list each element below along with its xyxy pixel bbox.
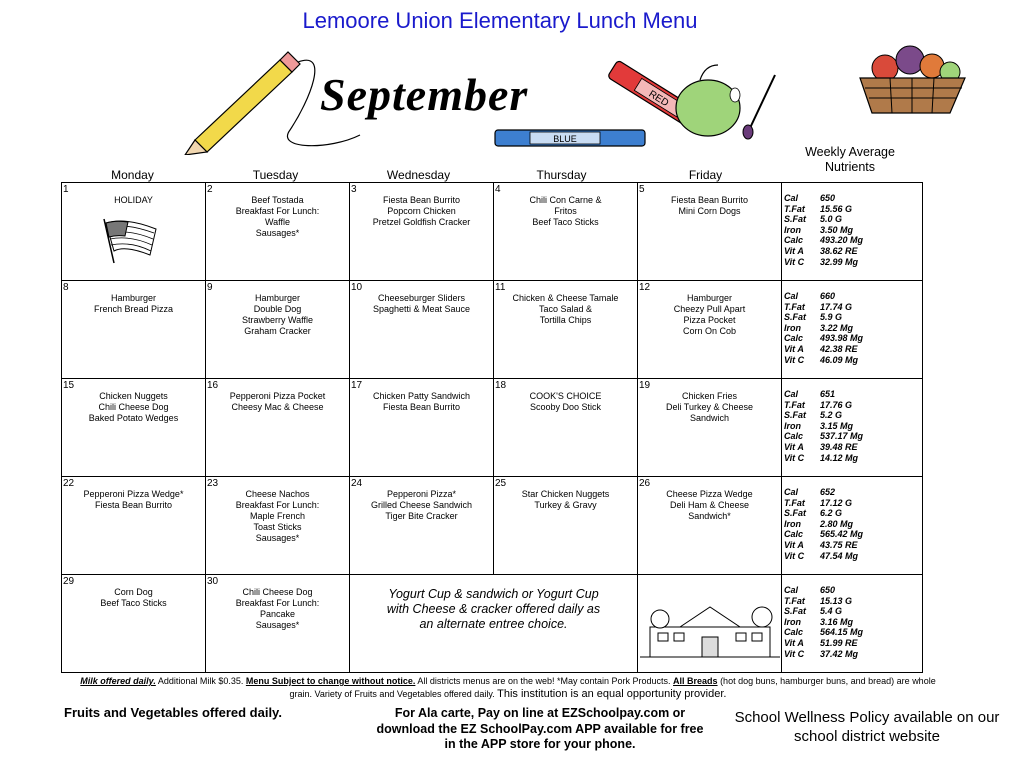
day-cell	[638, 183, 782, 281]
nutrient-label: T.Fat	[784, 399, 805, 410]
day-cell	[350, 379, 494, 477]
weekly-nutrients-cell	[782, 183, 923, 281]
blue-crayon-icon	[495, 130, 645, 146]
day-cell	[206, 183, 350, 281]
menu-item: Sausages*	[255, 620, 300, 630]
day-header-monday: Monday	[111, 168, 154, 182]
day-header-thursday: Thursday	[536, 168, 587, 182]
menu-items	[638, 379, 781, 424]
nutrient-value: 39.48 RE	[820, 441, 858, 452]
nutrient-value: 5.2 G	[820, 410, 843, 421]
day-number: 3	[351, 184, 357, 195]
nutrient-label: Cal	[784, 487, 799, 497]
nutrient-label: T.Fat	[784, 301, 805, 312]
nutrient-row	[784, 649, 922, 660]
menu-item: Corn Dog	[114, 587, 153, 597]
american-flag-icon	[100, 215, 160, 265]
day-cell	[62, 477, 206, 575]
day-number: 26	[639, 478, 651, 489]
day-cell	[206, 281, 350, 379]
menu-item: Cheeseburger Sliders	[377, 293, 466, 303]
nutrient-value: 5.0 G	[820, 214, 843, 225]
day-header-wednesday: Wednesday	[386, 168, 451, 182]
menu-items	[62, 183, 205, 206]
day-number: 4	[495, 184, 501, 195]
menu-item: Pepperoni Pizza*	[386, 489, 457, 499]
nutrient-row	[784, 312, 922, 323]
fruit-basket-icon	[850, 38, 975, 118]
week-row	[62, 183, 923, 281]
nutrient-value: 32.99 Mg	[820, 256, 859, 267]
day-cell	[494, 379, 638, 477]
nutrient-label: Calc	[784, 431, 804, 442]
nutrient-value: 46.09 Mg	[820, 354, 859, 365]
menu-item: Hamburger	[110, 293, 157, 303]
nutrient-row	[784, 355, 922, 366]
day-cell	[206, 477, 350, 575]
weekly-nutrients-cell	[782, 379, 923, 477]
nutrient-value: 5.9 G	[820, 312, 843, 323]
nutrient-label: Vit A	[784, 441, 804, 452]
menu-item: Fiesta Bean Burrito	[382, 402, 461, 412]
day-header-friday: Friday	[688, 168, 723, 182]
nutrient-label: Calc	[784, 529, 804, 540]
apple-icon	[676, 65, 740, 136]
nutrient-label: Calc	[784, 627, 804, 638]
menu-title: Lemoore Union Elementary Lunch Menu	[302, 8, 698, 33]
day-cell	[638, 477, 782, 575]
nutrient-label: S.Fat	[784, 606, 807, 617]
nutrient-row	[784, 204, 922, 215]
nutrient-value: 651	[820, 389, 836, 399]
day-number: 25	[495, 478, 507, 489]
menu-items	[206, 575, 349, 631]
menu-item: Sausages*	[255, 533, 300, 543]
day-cell	[206, 575, 350, 673]
menu-item: Fiesta Bean Burrito	[670, 195, 749, 205]
menu-item: Hamburger	[254, 293, 301, 303]
menu-items	[206, 183, 349, 239]
nutrient-label: Vit C	[784, 648, 805, 659]
nutrient-row	[784, 214, 922, 225]
nutrient-label: Vit A	[784, 637, 804, 648]
nutrient-value: 3.22 Mg	[820, 322, 854, 333]
menu-items	[62, 379, 205, 424]
nutrient-value: 564.15 Mg	[820, 627, 864, 638]
nutrient-value: 6.2 G	[820, 508, 843, 519]
menu-change-note: Menu Subject to change without notice.	[245, 676, 416, 686]
yogurt-alternate-cell	[350, 575, 638, 673]
nutrient-label: Calc	[784, 333, 804, 344]
nutrient-value: 42.38 RE	[820, 343, 858, 354]
day-cell	[350, 281, 494, 379]
nutrient-label: Vit C	[784, 550, 805, 561]
menu-item: Pepperoni Pizza Wedge*	[83, 489, 184, 499]
nutrient-label: Cal	[784, 291, 799, 301]
month-heading: September	[320, 69, 529, 120]
day-number: 24	[351, 478, 363, 489]
blue-crayon-label: BLUE	[553, 134, 577, 144]
day-number: 19	[639, 380, 651, 391]
school-drawing-cell	[638, 575, 782, 673]
nutrient-row	[784, 498, 922, 509]
milk-price-note: Additional Milk $0.35.	[155, 676, 246, 686]
nutrient-row	[784, 585, 922, 596]
nutrient-value: 565.42 Mg	[820, 529, 864, 540]
weekly-nutrients-cell	[782, 575, 923, 673]
nutrient-row	[784, 333, 922, 344]
school-building-icon	[640, 589, 780, 669]
nutrient-value: 537.17 Mg	[820, 431, 864, 442]
nutrient-value: 3.50 Mg	[820, 224, 854, 235]
menu-item: Chicken & Cheese Tamale	[512, 293, 619, 303]
nutrient-row	[784, 606, 922, 617]
nutrient-value: 3.15 Mg	[820, 420, 854, 431]
day-number: 17	[351, 380, 363, 391]
menu-item: Pepperoni Pizza Pocket	[229, 391, 326, 401]
nutrient-label: Vit C	[784, 354, 805, 365]
day-number: 8	[63, 282, 69, 293]
menu-items	[638, 183, 781, 217]
menu-calendar	[61, 182, 923, 673]
nutrient-label: Vit A	[784, 245, 804, 256]
nutrient-value: 38.62 RE	[820, 245, 858, 256]
nutrient-label: Vit A	[784, 539, 804, 550]
day-cell	[350, 477, 494, 575]
nutrient-row	[784, 257, 922, 268]
menu-item: Chicken Nuggets	[99, 391, 168, 401]
nutrient-row	[784, 246, 922, 257]
menu-item: Double Dog	[253, 304, 302, 314]
menu-item: Waffle	[264, 217, 290, 227]
nutrient-value: 37.42 Mg	[820, 648, 859, 659]
nutrient-label: Vit A	[784, 343, 804, 354]
menu-items	[350, 477, 493, 522]
menu-item: Spaghetti & Meat Sauce	[372, 304, 471, 314]
nutrient-row	[784, 627, 922, 638]
nutrient-row	[784, 487, 922, 498]
nutrient-row	[784, 529, 922, 540]
day-number: 12	[639, 282, 651, 293]
menu-item: Fiesta Bean Burrito	[382, 195, 461, 205]
nutrient-label: S.Fat	[784, 312, 807, 323]
menu-item: Corn On Cob	[682, 326, 737, 336]
menu-item: Pancake	[259, 609, 296, 619]
paintbrush-icon	[743, 75, 775, 139]
weekly-nutrients-cell	[782, 477, 923, 575]
menu-item: Fritos	[554, 206, 577, 216]
menu-items	[62, 477, 205, 511]
day-number: 15	[63, 380, 75, 391]
day-cell	[62, 379, 206, 477]
day-cell	[350, 183, 494, 281]
nutrient-list	[782, 477, 922, 561]
nutrient-label: Cal	[784, 389, 799, 399]
menu-item: Chili Cheese Dog	[98, 402, 169, 412]
nutrient-list	[782, 575, 922, 659]
breads-note: (hot dog buns, hamburger buns, and bread) are whole grain. Variety of Fruits and Vegetables offered daily.	[289, 676, 936, 699]
red-crayon-label: RED	[646, 88, 671, 110]
day-number: 29	[63, 576, 75, 587]
menu-items	[638, 477, 781, 522]
menu-item: Cheese Nachos	[245, 489, 310, 499]
menu-item: Pizza Pocket	[683, 315, 736, 325]
day-cell	[206, 379, 350, 477]
menu-item: Breakfast For Lunch:	[235, 206, 320, 216]
day-number: 1	[63, 184, 69, 195]
menu-item: Hamburger	[686, 293, 733, 303]
nutrient-value: 15.13 G	[820, 595, 853, 606]
nutrient-label: S.Fat	[784, 508, 807, 519]
day-cell	[494, 477, 638, 575]
nutrient-row	[784, 540, 922, 551]
menu-item: Toast Sticks	[253, 522, 302, 532]
nutrient-label: Calc	[784, 235, 804, 246]
nutrient-label: T.Fat	[784, 203, 805, 214]
menu-item: Beef Taco Sticks	[100, 598, 167, 608]
day-number: 22	[63, 478, 75, 489]
nutrient-label: Iron	[784, 420, 801, 431]
fruits-note: Fruits and Vegetables offered daily.	[64, 705, 282, 720]
week-row	[62, 575, 923, 673]
footer-notes	[78, 675, 938, 701]
nutrient-label: T.Fat	[784, 595, 805, 606]
menu-items	[206, 379, 349, 413]
nutrient-row	[784, 235, 922, 246]
menu-items	[62, 575, 205, 609]
menu-item: Beef Tostada	[251, 195, 304, 205]
nutrient-label: Iron	[784, 616, 801, 627]
menu-item: Baked Potato Wedges	[88, 413, 179, 423]
menu-item: Deli Turkey & Cheese	[665, 402, 754, 412]
milk-note: Milk offered daily.	[80, 676, 156, 686]
menu-item: Maple French	[249, 511, 306, 521]
day-header-tuesday: Tuesday	[252, 168, 299, 182]
menu-item: Sausages*	[255, 228, 300, 238]
day-cell	[62, 575, 206, 673]
web-note: All districts menus are on the web! *May contain Pork Products.	[415, 676, 674, 686]
nutrient-value: 17.12 G	[820, 497, 853, 508]
nutrient-label: Iron	[784, 322, 801, 333]
menu-items	[494, 379, 637, 413]
nutrient-row	[784, 410, 922, 421]
menu-item: Tortilla Chips	[539, 315, 592, 325]
nutrient-row	[784, 508, 922, 519]
day-number: 16	[207, 380, 219, 391]
day-number: 18	[495, 380, 507, 391]
yogurt-note: Yogurt Cup & sandwich or Yogurt Cup with Cheese & cracker offered daily as an alternate entree choice.	[386, 587, 601, 631]
menu-items	[350, 183, 493, 228]
menu-item: Pretzel Goldfish Cracker	[372, 217, 471, 227]
nutrient-row	[784, 431, 922, 442]
nutrients-header: Weekly Average Nutrients	[805, 145, 895, 174]
day-cell	[62, 183, 206, 281]
day-number: 23	[207, 478, 219, 489]
menu-item: Scooby Doo Stick	[529, 402, 602, 412]
nutrient-list	[782, 379, 922, 463]
menu-item: Mini Corn Dogs	[678, 206, 741, 216]
menu-item: Turkey & Gravy	[534, 500, 597, 510]
nutrient-value: 493.20 Mg	[820, 235, 864, 246]
nutrient-row	[784, 442, 922, 453]
menu-item: Fiesta Bean Burrito	[94, 500, 173, 510]
menu-item: HOLIDAY	[114, 195, 153, 205]
nutrient-value: 51.99 RE	[820, 637, 858, 648]
day-cell	[638, 281, 782, 379]
day-cell	[494, 281, 638, 379]
nutrient-value: 15.56 G	[820, 203, 853, 214]
menu-item: Breakfast For Lunch:	[235, 598, 320, 608]
nutrient-label: Iron	[784, 224, 801, 235]
menu-items	[638, 281, 781, 337]
menu-items	[350, 379, 493, 413]
week-row	[62, 379, 923, 477]
nutrient-label: Cal	[784, 585, 799, 595]
day-cell	[638, 379, 782, 477]
nutrient-row	[784, 389, 922, 400]
nutrient-label: Vit C	[784, 452, 805, 463]
nutrient-label: T.Fat	[784, 497, 805, 508]
nutrient-value: 660	[820, 291, 836, 301]
pencil-icon	[185, 52, 300, 155]
menu-items	[350, 281, 493, 315]
menu-items	[206, 477, 349, 544]
menu-item: Tiger Bite Cracker	[385, 511, 458, 521]
menu-item: Grilled Cheese Sandwich	[370, 500, 473, 510]
nutrient-value: 17.76 G	[820, 399, 853, 410]
nutrient-label: Cal	[784, 193, 799, 203]
menu-item: Breakfast For Lunch:	[235, 500, 320, 510]
nutrient-label: Iron	[784, 518, 801, 529]
nutrient-row	[784, 519, 922, 530]
nutrient-value: 5.4 G	[820, 606, 843, 617]
day-number: 2	[207, 184, 213, 195]
nutrient-row	[784, 193, 922, 204]
equal-opportunity-note: This institution is an equal opportunity provider.	[497, 688, 727, 700]
menu-items	[206, 281, 349, 337]
menu-item: Chili Con Carne &	[529, 195, 602, 205]
nutrient-label: S.Fat	[784, 214, 807, 225]
nutrient-value: 43.75 RE	[820, 539, 858, 550]
nutrient-row	[784, 225, 922, 236]
day-number: 11	[495, 282, 506, 293]
menu-item: Graham Cracker	[244, 326, 311, 336]
menu-item: Strawberry Waffle	[241, 315, 314, 325]
all-breads-label: All Breads	[673, 676, 718, 686]
nutrient-row	[784, 323, 922, 334]
menu-item: French Bread Pizza	[93, 304, 174, 314]
day-cell	[62, 281, 206, 379]
nutrient-row	[784, 551, 922, 562]
nutrient-row	[784, 453, 922, 464]
weekly-nutrients-cell	[782, 281, 923, 379]
menu-item: Chili Cheese Dog	[242, 587, 313, 597]
nutrient-row	[784, 421, 922, 432]
day-cell	[494, 183, 638, 281]
week-row	[62, 281, 923, 379]
menu-item: Taco Salad &	[538, 304, 593, 314]
nutrient-value: 17.74 G	[820, 301, 853, 312]
menu-item: Star Chicken Nuggets	[521, 489, 610, 499]
nutrient-row	[784, 638, 922, 649]
menu-item: Cheesy Mac & Cheese	[231, 402, 324, 412]
nutrient-value: 47.54 Mg	[820, 550, 859, 561]
menu-items	[62, 281, 205, 315]
nutrient-row	[784, 596, 922, 607]
nutrient-value: 14.12 Mg	[820, 452, 859, 463]
nutrient-value: 2.80 Mg	[820, 518, 854, 529]
menu-item: Chicken Patty Sandwich	[372, 391, 471, 401]
day-number: 30	[207, 576, 219, 587]
nutrient-row	[784, 344, 922, 355]
day-number: 5	[639, 184, 645, 195]
nutrient-list	[782, 183, 922, 267]
nutrient-value: 493.98 Mg	[820, 333, 864, 344]
nutrient-row	[784, 400, 922, 411]
nutrient-row	[784, 291, 922, 302]
menu-items	[494, 477, 637, 511]
nutrient-value: 650	[820, 193, 836, 203]
nutrient-label: S.Fat	[784, 410, 807, 421]
menu-item: Deli Ham & Cheese	[669, 500, 750, 510]
menu-items	[494, 281, 637, 326]
menu-items	[494, 183, 637, 228]
ala-carte-note: For Ala carte, Pay on line at EZSchoolpay.com or download the EZ SchoolPay.com APP available for free in the APP store for your phone.	[376, 706, 704, 751]
menu-item: Beef Taco Sticks	[532, 217, 599, 227]
day-number: 10	[351, 282, 363, 293]
menu-item: Cheezy Pull Apart	[673, 304, 746, 314]
week-row	[62, 477, 923, 575]
nutrient-row	[784, 302, 922, 313]
menu-item: Sandwich*	[688, 511, 731, 521]
menu-item: Popcorn Chicken	[387, 206, 456, 216]
nutrient-value: 3.16 Mg	[820, 616, 854, 627]
menu-item: Sandwich	[689, 413, 730, 423]
nutrient-list	[782, 281, 922, 365]
nutrient-value: 652	[820, 487, 836, 497]
nutrient-label: Vit C	[784, 256, 805, 267]
day-number: 9	[207, 282, 213, 293]
menu-item: Chicken Fries	[681, 391, 737, 401]
nutrient-value: 650	[820, 585, 836, 595]
nutrient-row	[784, 617, 922, 628]
menu-item: Cheese Pizza Wedge	[666, 489, 753, 499]
wellness-note: School Wellness Policy available on our school district website	[734, 709, 1000, 745]
menu-item: COOK'S CHOICE	[529, 391, 602, 401]
